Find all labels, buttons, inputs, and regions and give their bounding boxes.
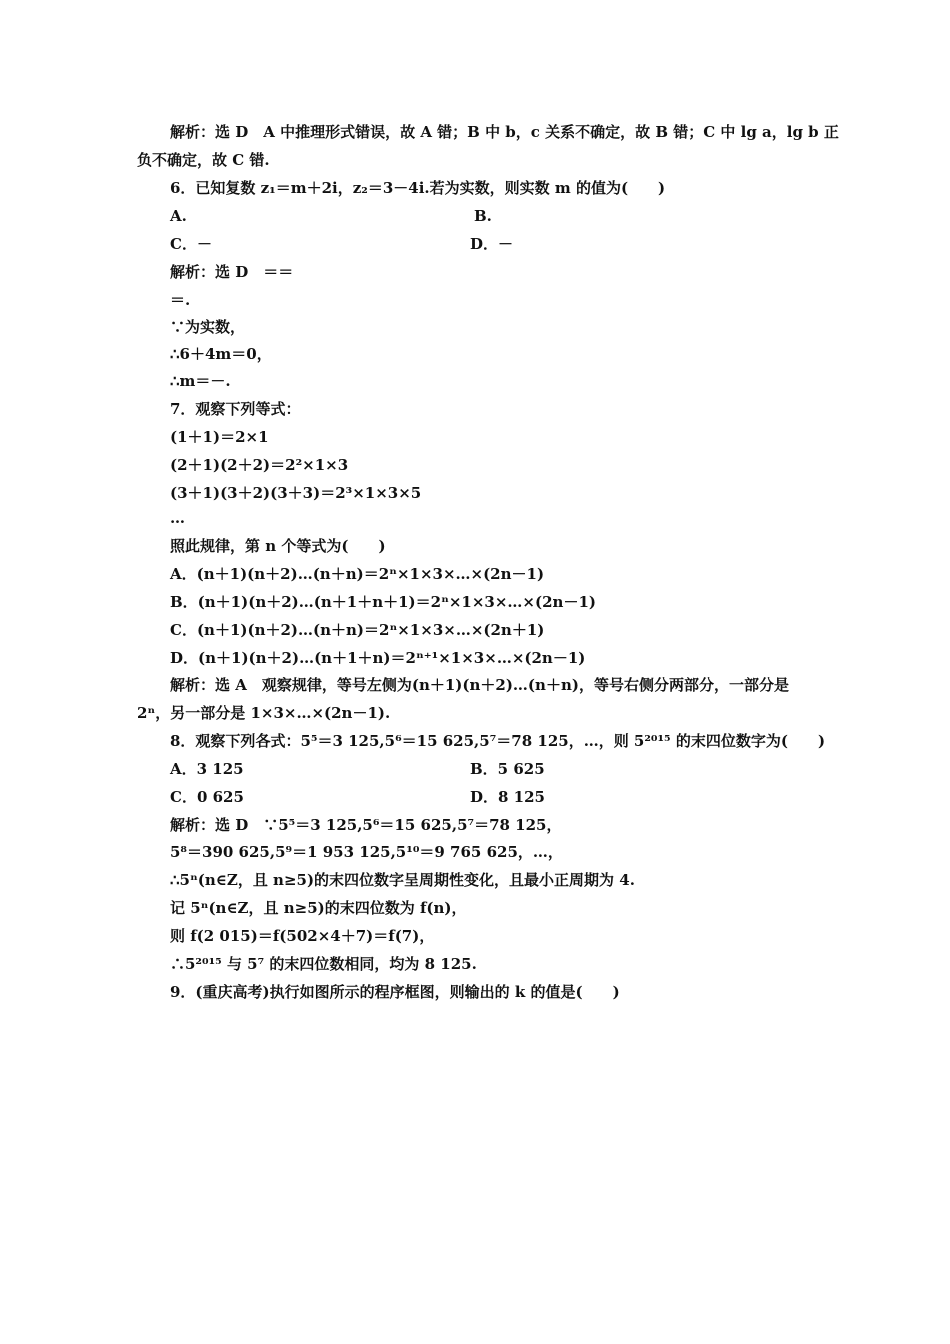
q7-option-d: D．(n＋1)(n＋2)…(n＋1＋n)＝2ⁿ⁺¹×1×3×…×(2n－1) xyxy=(170,649,586,667)
q8-option-b: B．5 625 xyxy=(470,760,545,778)
q6-solution-line5: ∴m＝－. xyxy=(170,372,231,390)
q8-solution-line4: 记 5ⁿ(n∈Z，且 n≥5)的末四位数为 f(n)， xyxy=(170,899,467,917)
q8-option-c: C．0 625 xyxy=(170,788,244,806)
q6-solution-line1: 解析：选 D ＝＝ xyxy=(170,263,294,281)
q7-equation-1: (1＋1)＝2×1 xyxy=(170,428,269,446)
q8-option-d: D．8 125 xyxy=(470,788,545,806)
q7-stem: 7．观察下列等式： xyxy=(170,400,301,418)
q6-solution-line3: ∵为实数， xyxy=(170,318,246,336)
q7-equation-3: (3＋1)(3＋2)(3＋3)＝2³×1×3×5 xyxy=(170,484,422,502)
q6-solution-line4: ∴6＋4m＝0， xyxy=(170,345,272,363)
q7-option-a: A．(n＋1)(n＋2)…(n＋n)＝2ⁿ×1×3×…×(2n－1) xyxy=(170,565,545,583)
q8-solution-line1: 解析：选 D ∵5⁵＝3 125,5⁶＝15 625,5⁷＝78 125， xyxy=(170,816,562,834)
q7-option-b: B．(n＋1)(n＋2)…(n＋1＋n＋1)＝2ⁿ×1×3×…×(2n－1) xyxy=(170,593,596,611)
q8-solution-line6: ∴5²⁰¹⁵ 与 5⁷ 的末四位数相同，均为 8 125. xyxy=(170,955,477,973)
q5-solution-line1: 解析：选 D A 中推理形式错误，故 A 错；B 中 b，c 关系不确定，故 B 错；C 中 lg a，lg b 正 xyxy=(170,123,839,141)
q7-equation-2: (2＋1)(2＋2)＝2²×1×3 xyxy=(170,456,349,474)
q8-solution-line5: 则 f(2 015)＝f(502×4＋7)＝f(7)， xyxy=(170,927,435,945)
q6-option-b: B. xyxy=(474,207,492,225)
q5-solution-line2: 负不确定，故 C 错. xyxy=(137,151,270,169)
q8-solution-line3: ∴5ⁿ(n∈Z，且 n≥5)的末四位数字呈周期性变化，且最小正周期为 4. xyxy=(170,871,635,889)
q6-option-d: D．－ xyxy=(470,235,514,253)
q9-stem: 9．(重庆高考)执行如图所示的程序框图，则输出的 k 的值是( ) xyxy=(170,983,620,1001)
q7-option-c: C．(n＋1)(n＋2)…(n＋n)＝2ⁿ×1×3×…×(2n＋1) xyxy=(170,621,545,639)
q7-solution-line2: 2ⁿ，另一部分是 1×3×…×(2n－1). xyxy=(137,704,391,722)
q6-solution-line2: ＝. xyxy=(170,291,191,309)
q8-option-a: A．3 125 xyxy=(170,760,244,778)
q7-question: 照此规律，第 n 个等式为( ) xyxy=(170,537,386,555)
q8-solution-line2: 5⁸＝390 625,5⁹＝1 953 125,5¹⁰＝9 765 625，…， xyxy=(170,843,563,861)
q6-option-a: A. xyxy=(170,207,187,225)
q7-solution-line1: 解析：选 A 观察规律，等号左侧为(n＋1)(n＋2)…(n＋n)，等号右侧分两部分，一部分是 xyxy=(170,676,789,694)
q8-stem: 8．观察下列各式：5⁵＝3 125,5⁶＝15 625,5⁷＝78 125，…，则 5²⁰¹⁵ 的末四位数字为( ) xyxy=(170,732,826,750)
q7-ellipsis: … xyxy=(170,509,185,527)
q6-stem: 6．已知复数 z₁＝m＋2i，z₂＝3－4i.若为实数，则实数 m 的值为( ) xyxy=(170,179,666,197)
q6-option-c: C．－ xyxy=(170,235,212,253)
